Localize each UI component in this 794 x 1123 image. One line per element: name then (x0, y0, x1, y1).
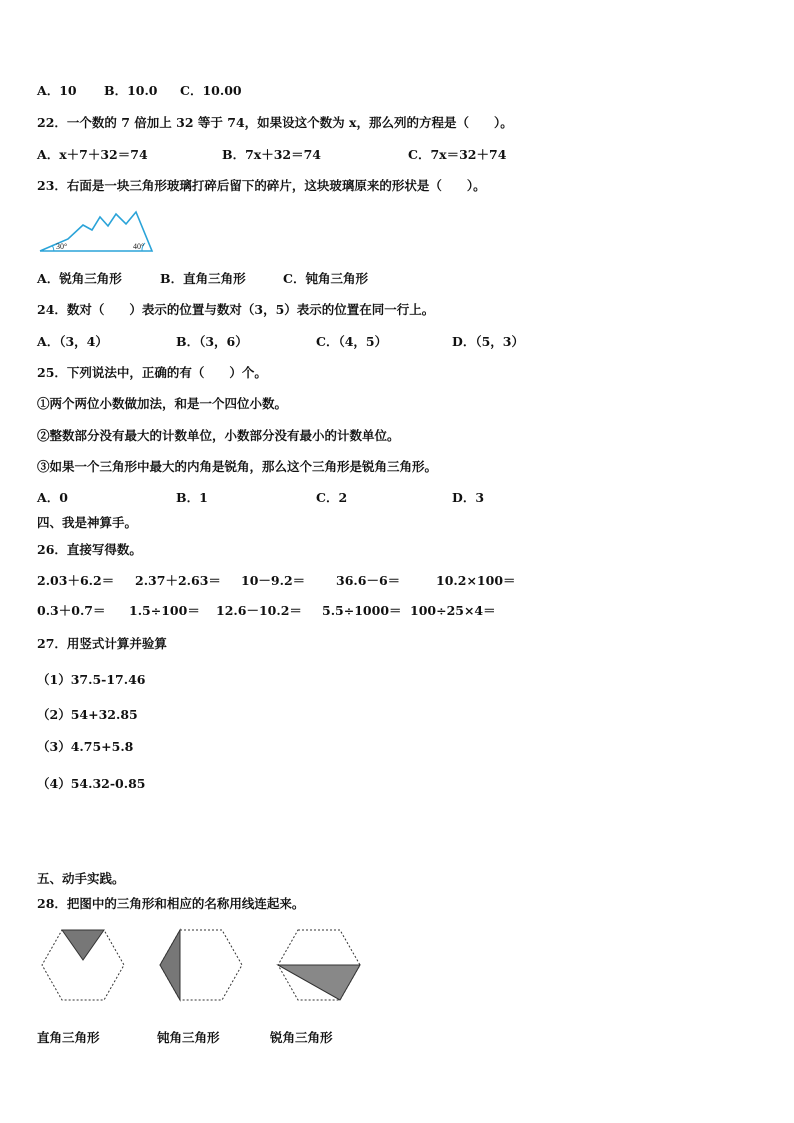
q22-option-b[interactable]: B．7x＋32＝74 (222, 147, 322, 162)
q27-item-3: （3）4.75+5.8 (37, 739, 134, 754)
q25-option-d[interactable]: D．3 (452, 490, 485, 505)
q25-option-c[interactable]: C．2 (316, 490, 348, 505)
hexagon-figure-2[interactable] (158, 928, 244, 1002)
angle-label-40: 40° (133, 242, 145, 251)
hexagon-figure-1[interactable] (40, 928, 126, 1002)
q27-stem: 27．用竖式计算并验算 (37, 636, 167, 651)
q23-option-b[interactable]: B．直角三角形 (160, 271, 246, 286)
section-5-heading: 五、动手实践。 (37, 871, 125, 886)
label-obtuse-triangle[interactable]: 钝角三角形 (157, 1030, 220, 1045)
q26-expr-5: 10.2×100＝ (436, 573, 516, 588)
q25-option-b[interactable]: B．1 (176, 490, 208, 505)
q28-stem: 28．把图中的三角形和相应的名称用线连起来。 (37, 896, 305, 911)
q22-option-c[interactable]: C．7x＝32＋74 (408, 147, 507, 162)
q22-stem: 22．一个数的 7 倍加上 32 等于 74，如果设这个数为 x，那么列的方程是（ ）。 (37, 115, 513, 130)
q26-expr-10: 100÷25×4＝ (410, 603, 496, 618)
q25-statement-3: ③如果一个三角形中最大的内角是锐角，那么这个三角形是锐角三角形。 (37, 459, 438, 474)
q26-expr-9: 5.5÷1000＝ (322, 603, 402, 618)
q26-expr-1: 2.03＋6.2＝ (37, 573, 115, 588)
q23-option-a[interactable]: A．锐角三角形 (37, 271, 122, 286)
q27-item-4: （4）54.32-0.85 (37, 776, 146, 791)
q27-item-1: （1）37.5-17.46 (37, 672, 146, 687)
q21-option-b[interactable]: B．10.0 (104, 83, 158, 98)
q25-stem: 25．下列说法中，正确的有（ ）个。 (37, 365, 267, 380)
q24-option-c[interactable]: C．（4，5） (316, 334, 388, 349)
q24-option-b[interactable]: B．（3，6） (176, 334, 248, 349)
label-acute-triangle[interactable]: 锐角三角形 (270, 1030, 333, 1045)
glass-fragment-figure (38, 207, 158, 255)
q26-expr-2: 2.37＋2.63＝ (135, 573, 221, 588)
q24-option-a[interactable]: A．（3，4） (37, 334, 108, 349)
q26-expr-8: 12.6－10.2＝ (216, 603, 302, 618)
q21-option-a[interactable]: A．10 (37, 83, 77, 98)
angle-label-30: 30° (56, 242, 68, 251)
q21-option-c[interactable]: C．10.00 (180, 83, 242, 98)
q25-statement-1: ①两个两位小数做加法，和是一个四位小数。 (37, 396, 288, 411)
hexagon-figure-3[interactable] (276, 928, 362, 1002)
q26-expr-3: 10－9.2＝ (241, 573, 306, 588)
q25-statement-2: ②整数部分没有最大的计数单位，小数部分没有最小的计数单位。 (37, 428, 400, 443)
section-4-heading: 四、我是神算手。 (37, 515, 138, 530)
q27-item-2: （2）54+32.85 (37, 707, 138, 722)
q24-stem: 24．数对（ ）表示的位置与数对（3，5）表示的位置在同一行上。 (37, 302, 435, 317)
q26-expr-4: 36.6－6＝ (336, 573, 401, 588)
label-right-triangle[interactable]: 直角三角形 (37, 1030, 100, 1045)
q26-expr-6: 0.3＋0.7＝ (37, 603, 106, 618)
q26-expr-7: 1.5÷100＝ (129, 603, 200, 618)
q24-option-d[interactable]: D．（5，3） (452, 334, 524, 349)
q25-option-a[interactable]: A．0 (37, 490, 68, 505)
q26-stem: 26．直接写得数。 (37, 542, 142, 557)
q23-option-c[interactable]: C．钝角三角形 (283, 271, 368, 286)
q23-stem: 23．右面是一块三角形玻璃打碎后留下的碎片，这块玻璃原来的形状是（ ）。 (37, 178, 486, 193)
q22-option-a[interactable]: A．x＋7＋32＝74 (37, 147, 148, 162)
